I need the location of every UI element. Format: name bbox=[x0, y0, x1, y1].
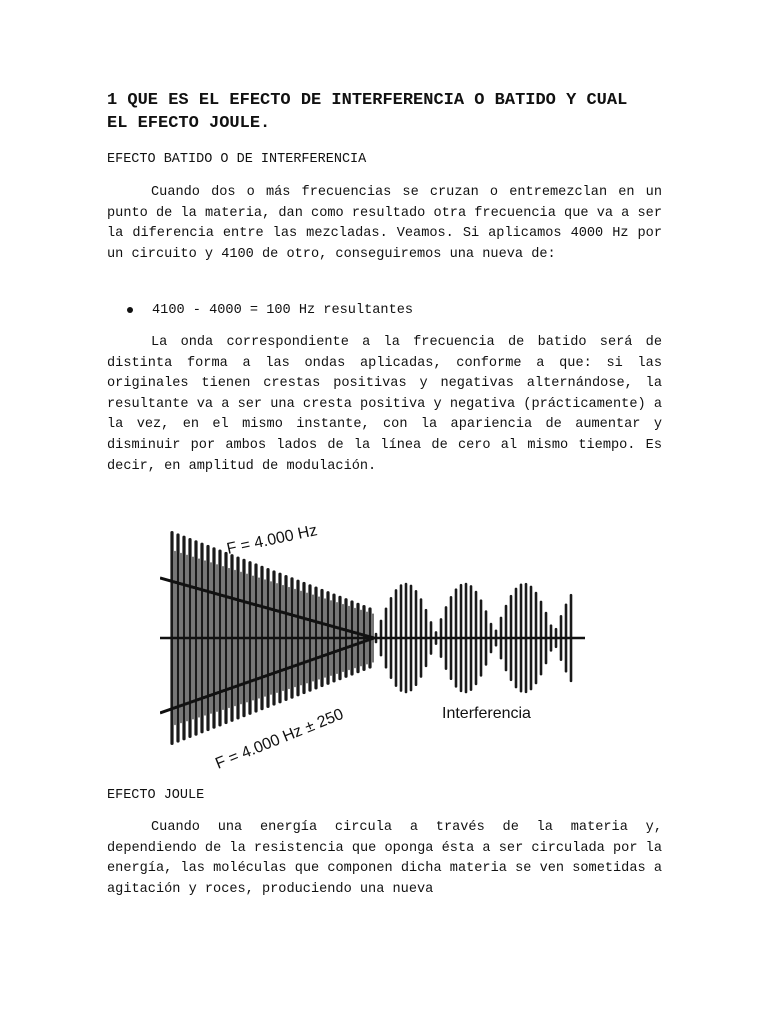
label-interferencia: Interferencia bbox=[442, 705, 531, 722]
paragraph-joule: Cuando una energía circula a través de la materia y, dependiendo de la resistencia que oponga ésta a ser circulada por la energía, las moléculas que componen dicha materia se ven sometidas a agitación y roces, produciendo una nueva bbox=[107, 820, 662, 897]
label-frequency-bottom: F = 4.000 Hz ± 250 bbox=[213, 705, 346, 773]
section-heading-batido: EFECTO BATIDO O DE INTERFERENCIA bbox=[107, 152, 367, 167]
bullet-dot-icon bbox=[127, 307, 133, 313]
paragraph-batido-intro: Cuando dos o más frecuencias se cruzan o entremezclan en un punto de la materia, dan como resultado otra frecuencia que va a ser la diferencia entre las mezcladas. Veamos. Si aplicamos 4000 Hz por un circuito y 4100 de otro, conseguiremos una nueva de: bbox=[107, 185, 662, 262]
list-item bbox=[107, 301, 413, 321]
bullet-list bbox=[107, 301, 413, 321]
label-frequency-top: F = 4.000 Hz bbox=[225, 522, 319, 558]
section-heading-joule: EFECTO JOULE bbox=[107, 788, 205, 803]
interference-waveform-illustration bbox=[160, 520, 590, 775]
paragraph-batido-onda: La onda correspondiente a la frecuencia de batido será de distinta forma a las ondas aplicadas, conforme a que: si las originales tienen crestas positivas y negativas alternándose, la resultante va a ser una cresta positiva y negativa (prácticamente) a la vez, en el mismo instante, con la apariencia de aumentar y disminuir por ambos lados de la línea de cero al mismo tiempo. Es decir, en amplitud de modulación. bbox=[107, 335, 662, 474]
title-line-1: 1 QUE ES EL EFECTO DE INTERFERENCIA O BATIDO Y CUAL bbox=[107, 91, 628, 110]
title-line-2: EL EFECTO JOULE. bbox=[107, 114, 271, 133]
document-title bbox=[107, 89, 667, 135]
interference-figure bbox=[160, 520, 590, 775]
list-item-text: 4100 - 4000 = 100 Hz resultantes bbox=[152, 303, 414, 318]
